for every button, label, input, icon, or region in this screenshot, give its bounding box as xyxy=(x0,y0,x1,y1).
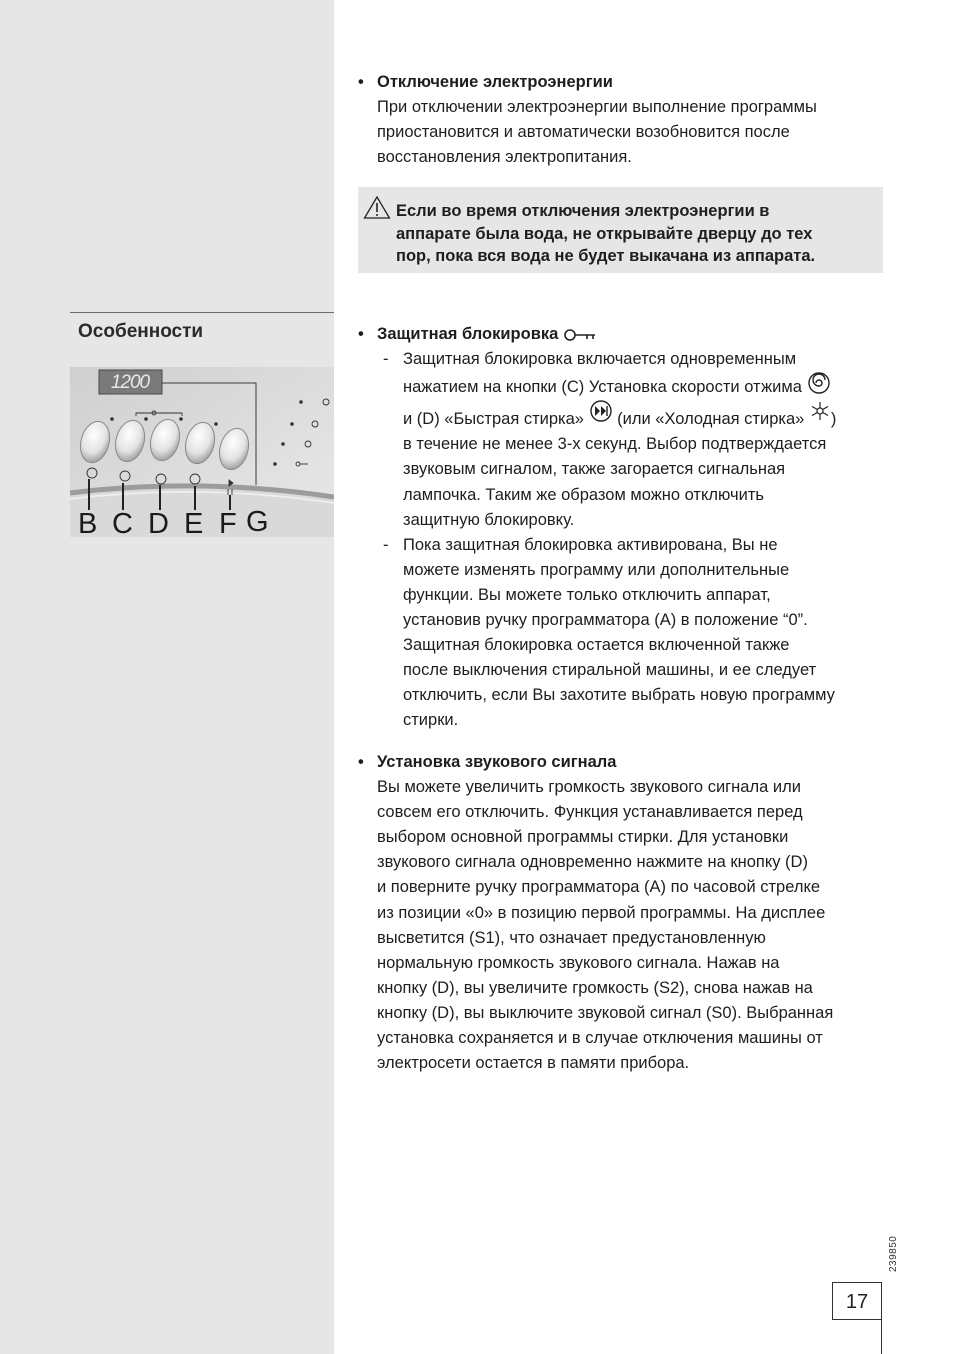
panel-label-f: F xyxy=(219,508,237,537)
sound-signal-section xyxy=(358,750,833,1076)
bullet: • xyxy=(358,325,364,343)
control-panel-illustration xyxy=(70,367,334,537)
panel-label-g: G xyxy=(246,506,269,537)
warning-triangle-icon xyxy=(363,195,391,220)
panel-display-value: 1200 xyxy=(110,372,150,393)
document-id: 239850 xyxy=(888,1235,899,1272)
section-title: Особенности xyxy=(78,321,204,342)
panel-label-e: E xyxy=(184,508,204,537)
child-lock-heading: Защитная блокировка xyxy=(377,325,559,343)
section-divider xyxy=(70,312,334,313)
panel-label-c: C xyxy=(112,508,133,537)
bullet: • xyxy=(358,73,364,91)
power-outage-heading: Отключение электроэнергии xyxy=(377,73,613,91)
sound-signal-text: Вы можете увеличить громкость звукового сигнала или совсем его отключить. Функция устанавливается перед выбором основной программы стирки. Для установки звукового сигнала одновременно нажмите на кнопку (D) и поверните ручку программатора (A) по часовой стрелке из позиции «0» в позицию первой программы. На дисплее высветится (S1), что означает предустановленную нормальную громкость звукового сигнала. Нажав на кнопку (D), вы увеличите громкость (S2), снова нажав на кнопку (D), вы выключите звуковой сигнал (S0). Выбранная установка сохраняется и в случае отключения машины от электросети остается в памяти прибора. xyxy=(377,778,834,1073)
bullet: • xyxy=(358,753,364,771)
child-lock-item-2: - Пока защитная блокировка активирована, Вы не можете изменять программу или дополнительные функции. Вы можете только отключить аппарат, установив ручку программатора (A) в положение “0”. Защитная блокировка остается включенной также после выключения стиральной машины, и ее следует отключить, если Вы захотите выбрать новую программу стирки. xyxy=(383,535,835,730)
quick-wash-icon xyxy=(589,400,613,422)
child-lock-item-1: - Защитная блокировка включается одновременным нажатием на кнопки (C) Установка скорости отжима и (D) «Быстрая стирка» (или «Холодная стирка» ) в течение не менее 3-х секунд. Выбор подтверждается звуковым сигналом, также загорается сигнальная лампочка. Таким же образом можно отключить защитную блокировку. xyxy=(383,350,837,529)
page-number-rule xyxy=(881,1320,882,1354)
left-margin-column xyxy=(0,0,334,1354)
warning-box: Если во время отключения электроэнергии в аппарате была вода, не открывайте дверцу до тех пор, пока вся вода не будет выкачана из аппарата. xyxy=(358,187,883,273)
key-icon xyxy=(563,327,597,343)
panel-label-b: B xyxy=(78,508,98,537)
sound-signal-heading: Установка звукового сигнала xyxy=(377,753,617,771)
panel-label-d: D xyxy=(148,508,169,537)
power-outage-text: При отключении электроэнергии выполнение программы приостановится и автоматически возобновится после восстановления электропитания. xyxy=(377,98,817,167)
power-outage-section xyxy=(358,70,817,170)
child-lock-section xyxy=(358,322,836,734)
cold-wash-icon xyxy=(809,400,831,422)
spin-speed-icon xyxy=(807,372,831,394)
page-number: 17 xyxy=(832,1282,882,1320)
